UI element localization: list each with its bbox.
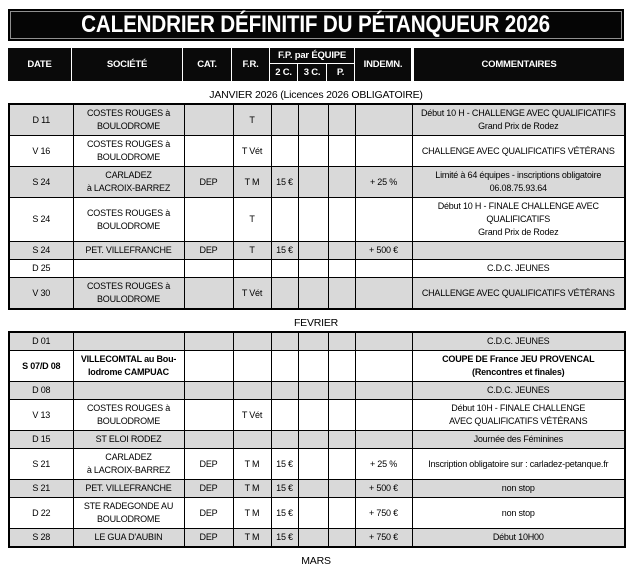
cell-fr: T Vét [233,400,271,431]
cell-commentaires: Début 10 H - FINALE CHALLENGE AVEC QUALIFICATIFS Grand Prix de Rodez [412,198,625,242]
table-row [9,242,625,260]
header-commentaires: COMMENTAIRES [414,48,624,81]
page-title: CALENDRIER DÉFINITIF DU PÉTANQUEUR 2026 [81,11,551,38]
cell-fp-3c [298,242,328,260]
cell-fr: T M [233,449,271,480]
table-row [9,382,625,400]
title-bar [8,9,624,41]
header-fr: F.R. [232,48,269,81]
cell-fr: T Vét [233,278,271,310]
cell-fp-p [328,198,355,242]
cell-cat [184,198,233,242]
cell-fp-p [328,498,355,529]
cell-fr [233,260,271,278]
header-date: DATE [8,48,71,81]
cell-fp-2c [271,260,298,278]
cell-commentaires: non stop [412,498,625,529]
cell-cat [184,136,233,167]
cell-societe: VILLECOMTAL au Bou- lodrome CAMPUAC [73,351,184,382]
cell-societe: COSTES ROUGES à BOULODROME [73,198,184,242]
cell-commentaires: non stop [412,480,625,498]
calendar-table [8,103,626,310]
calendar-section [8,89,624,310]
cell-societe [73,260,184,278]
table-row [9,260,625,278]
cell-cat [184,400,233,431]
cell-fp-p [328,136,355,167]
cell-fr: T Vét [233,136,271,167]
cell-fp-3c [298,449,328,480]
cell-fr [233,332,271,351]
cell-fp-2c [271,136,298,167]
cell-fp-3c [298,260,328,278]
cell-fp-2c [271,351,298,382]
cell-indemn [355,260,412,278]
cell-commentaires: Journée des Féminines [412,431,625,449]
cell-societe: STE RADEGONDE AU BOULODROME [73,498,184,529]
cell-commentaires: C.D.C. JEUNES [412,332,625,351]
cell-fp-p [328,400,355,431]
cell-cat: DEP [184,167,233,198]
cell-fp-3c [298,400,328,431]
cell-indemn: + 750 € [355,529,412,548]
cell-date: S 28 [9,529,73,548]
cell-fp-2c: 15 € [271,449,298,480]
cell-date: D 11 [9,104,73,136]
cell-fr: T [233,104,271,136]
cell-societe: PET. VILLEFRANCHE [73,242,184,260]
cell-fp-p [328,167,355,198]
cell-fr: T M [233,529,271,548]
cell-fp-3c [298,529,328,548]
cell-fp-2c [271,332,298,351]
cell-fr [233,431,271,449]
cell-fp-p [328,242,355,260]
cell-fp-2c [271,431,298,449]
cell-fr [233,382,271,400]
cell-indemn [355,332,412,351]
cell-societe: COSTES ROUGES à BOULODROME [73,278,184,310]
cell-indemn [355,400,412,431]
header-fp-2c: 2 C. [270,64,297,81]
cell-fr: T [233,242,271,260]
header-fp-group [270,48,354,81]
header-indemn: INDEMN. [355,48,411,81]
table-row [9,400,625,431]
table-row [9,136,625,167]
table-row [9,198,625,242]
cell-fp-3c [298,480,328,498]
cell-fp-3c [298,167,328,198]
cell-fp-3c [298,136,328,167]
cell-cat: DEP [184,498,233,529]
cell-fp-3c [298,104,328,136]
cell-cat [184,260,233,278]
header-societe: SOCIÉTÉ [72,48,182,81]
cell-fr [233,351,271,382]
cell-indemn [355,136,412,167]
cell-fr: T M [233,480,271,498]
cell-fr: T M [233,498,271,529]
header-fp-subcolumns [270,64,354,81]
cell-fp-3c [298,332,328,351]
cell-cat [184,278,233,310]
cell-cat [184,332,233,351]
cell-commentaires: Début 10H - FINALE CHALLENGE AVEC QUALIFICATIFS VÉTÉRANS [412,400,625,431]
cell-commentaires: C.D.C. JEUNES [412,382,625,400]
cell-fp-3c [298,278,328,310]
cell-societe: CARLADEZ à LACROIX-BARREZ [73,167,184,198]
header-fp-p: P. [327,64,354,81]
cell-commentaires: CHALLENGE AVEC QUALIFICATIFS VÉTÉRANS [412,136,625,167]
cell-fp-p [328,332,355,351]
cell-societe: COSTES ROUGES à BOULODROME [73,136,184,167]
cell-fr: T [233,198,271,242]
cell-societe [73,382,184,400]
cell-date: S 07/D 08 [9,351,73,382]
cell-date: D 15 [9,431,73,449]
section-label: JANVIER 2026 (Licences 2026 OBLIGATOIRE) [209,89,423,101]
cell-fp-2c [271,400,298,431]
cell-indemn: + 750 € [355,498,412,529]
table-row [9,278,625,310]
cell-fp-2c: 15 € [271,242,298,260]
cell-societe [73,332,184,351]
cell-cat: DEP [184,480,233,498]
cell-fp-p [328,278,355,310]
cell-cat: DEP [184,242,233,260]
cell-indemn [355,382,412,400]
cell-indemn [355,278,412,310]
cell-fp-p [328,382,355,400]
cell-fp-2c [271,198,298,242]
cell-date: S 21 [9,449,73,480]
cell-date: V 13 [9,400,73,431]
cell-societe: COSTES ROUGES à BOULODROME [73,400,184,431]
calendar-page [0,9,624,567]
cell-indemn: + 25 % [355,449,412,480]
cell-societe: CARLADEZ à LACROIX-BARREZ [73,449,184,480]
cell-fp-p [328,351,355,382]
cell-fr: T M [233,167,271,198]
cell-fp-3c [298,431,328,449]
cell-date: D 22 [9,498,73,529]
cell-fp-2c [271,382,298,400]
cell-date: S 21 [9,480,73,498]
cell-commentaires [412,242,625,260]
table-row [9,431,625,449]
section-label: FEVRIER [293,317,339,329]
cell-indemn [355,198,412,242]
calendar-section [8,317,624,548]
sections [8,89,624,567]
cell-commentaires: Inscription obligatoire sur : carladez-petanque.fr [412,449,625,480]
cell-fp-2c: 15 € [271,529,298,548]
cell-fp-3c [298,351,328,382]
cell-indemn: + 25 % [355,167,412,198]
cell-commentaires: CHALLENGE AVEC QUALIFICATIFS VÉTÉRANS [412,278,625,310]
cell-date: V 16 [9,136,73,167]
cell-societe: COSTES ROUGES à BOULODROME [73,104,184,136]
cell-commentaires: COUPE DE France JEU PROVENCAL (Rencontres et finales) [412,351,625,382]
cell-fp-p [328,449,355,480]
cell-indemn: + 500 € [355,480,412,498]
cell-cat [184,382,233,400]
cell-indemn [355,104,412,136]
cell-fp-3c [298,198,328,242]
cell-date: S 24 [9,242,73,260]
header-fp-3c: 3 C. [298,64,326,81]
cell-commentaires: Début 10H00 [412,529,625,548]
table-row [9,167,625,198]
cell-societe: PET. VILLEFRANCHE [73,480,184,498]
section-label: MARS [301,555,331,567]
cell-indemn [355,351,412,382]
cell-date: S 24 [9,167,73,198]
calendar-section [8,555,624,567]
table-header [8,48,624,81]
cell-cat: DEP [184,449,233,480]
cell-cat: DEP [184,529,233,548]
cell-commentaires: C.D.C. JEUNES [412,260,625,278]
cell-indemn: + 500 € [355,242,412,260]
cell-date: S 24 [9,198,73,242]
cell-commentaires: Début 10 H - CHALLENGE AVEC QUALIFICATIFS Grand Prix de Rodez [412,104,625,136]
cell-date: V 30 [9,278,73,310]
cell-cat [184,351,233,382]
cell-commentaires: Limité à 64 équipes - inscriptions obligatoire 06.08.75.93.64 [412,167,625,198]
cell-fp-p [328,529,355,548]
cell-fp-2c [271,278,298,310]
cell-cat [184,431,233,449]
cell-indemn [355,431,412,449]
cell-fp-2c: 15 € [271,480,298,498]
cell-fp-p [328,260,355,278]
cell-date: D 01 [9,332,73,351]
header-fp-label: F.P. par ÉQUIPE [270,48,354,63]
cell-fp-3c [298,498,328,529]
table-row [9,498,625,529]
table-row [9,351,625,382]
header-cat: CAT. [183,48,231,81]
table-row [9,480,625,498]
cell-fp-2c: 15 € [271,167,298,198]
cell-societe: LE GUA D'AUBIN [73,529,184,548]
cell-fp-p [328,104,355,136]
table-row [9,104,625,136]
cell-fp-3c [298,382,328,400]
table-row [9,332,625,351]
cell-cat [184,104,233,136]
table-row [9,529,625,548]
cell-date: D 08 [9,382,73,400]
table-row [9,449,625,480]
cell-fp-p [328,480,355,498]
cell-fp-2c: 15 € [271,498,298,529]
cell-fp-p [328,431,355,449]
calendar-table [8,331,626,548]
cell-societe: ST ELOI RODEZ [73,431,184,449]
cell-fp-2c [271,104,298,136]
cell-date: D 25 [9,260,73,278]
